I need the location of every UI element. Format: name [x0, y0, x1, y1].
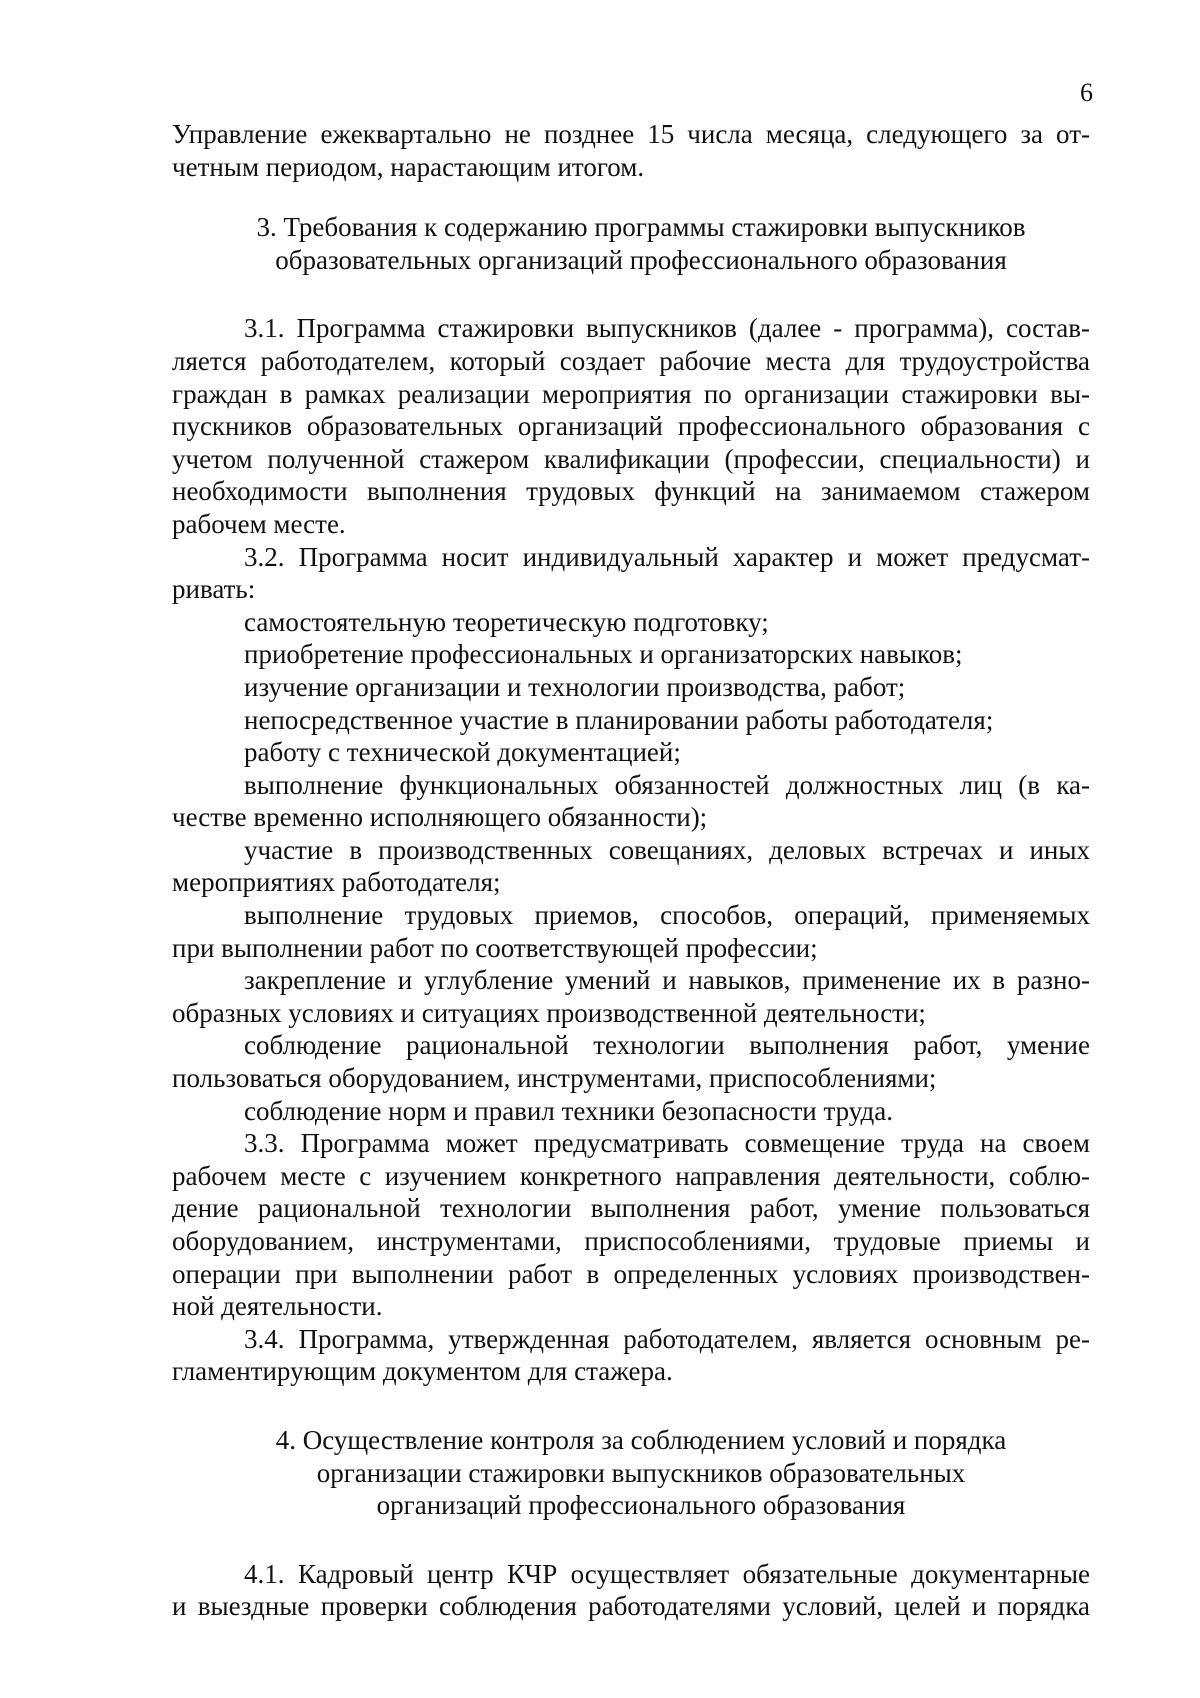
section-4-heading [172, 1424, 1090, 1522]
heading-line: организации стажировки выпускников образовательных [316, 1457, 966, 1488]
text-line: 4.1. Кадровый центр КЧР осуществляет обязательные документарные [244, 1558, 1090, 1589]
text-line: 3.1. Программа стажировки выпускников (далее - программа), состав- [244, 313, 1090, 344]
text-line: рабочем месте с изучением конкретного направления деятельности, соблю- [172, 1160, 1090, 1191]
text-line: четным периодом, нарастающим итогом. [172, 151, 645, 182]
text-line: операции при выполнении работ в определенных условиях производствен- [172, 1258, 1090, 1289]
paragraph-3-3 [172, 1127, 1090, 1323]
list-item-continuation: при выполнении работ по соответствующей профессии; [172, 932, 818, 963]
text-line: ляется работодателем, который создает рабочие места для трудоустройства [172, 345, 1090, 376]
paragraph-3-4 [172, 1323, 1090, 1388]
text-line: граждан в рамках реализации мероприятия по организации стажировки вы- [172, 378, 1090, 409]
list-item: приобретение профессиональных и организаторских навыков; [244, 639, 963, 670]
text-line: ной деятельности. [172, 1291, 383, 1322]
list-item: непосредственное участие в планировании работы работодателя; [244, 704, 994, 735]
text-line: 3.2. Программа носит индивидуальный характер и может предусмат- [244, 541, 1090, 572]
heading-line: 3. Требования к содержанию программы стажировки выпускников [256, 212, 1026, 243]
list-item: участие в производственных совещаниях, деловых встречах и иных [244, 834, 1090, 865]
list-item: выполнение трудовых приемов, способов, операций, применяемых [244, 900, 1090, 931]
text-line: оборудованием, инструментами, приспособлениями, трудовые приемы и [172, 1226, 1090, 1256]
paragraph-3-1 [172, 312, 1090, 540]
text-line: Управление ежеквартально не позднее 15 числа месяца, следующего за от- [172, 119, 1090, 149]
text-line: необходимости выполнения трудовых функций на занимаемом стажером [172, 476, 1090, 507]
heading-line: организаций профессионального образования [376, 1490, 906, 1521]
paragraph-4-1 [172, 1558, 1090, 1623]
list-item: соблюдение рациональной технологии выполнения работ, умение [244, 1030, 1090, 1061]
list-item-continuation: честве временно исполняющего обязанности); [172, 802, 708, 833]
section-3-heading [172, 211, 1090, 276]
requirements-list [172, 606, 1090, 1128]
text-line: 3.4. Программа, утвержденная работодателем, является основным ре- [244, 1323, 1090, 1354]
list-item: закрепление и углубление умений и навыков, применение их в разно- [244, 965, 1090, 996]
list-item-continuation: мероприятиях работодателя; [172, 867, 501, 898]
list-item: соблюдение норм и правил техники безопасности труда. [244, 1095, 894, 1126]
list-item: изучение организации и технологии производства, работ; [244, 671, 906, 702]
list-item: выполнение функциональных обязанностей должностных лиц (в ка- [244, 769, 1090, 800]
text-line: 3.3. Программа может предусматривать совмещение труда на своем [244, 1128, 1090, 1159]
text-line: гламентирующим документом для стажера. [172, 1356, 673, 1387]
text-line: рабочем месте. [172, 508, 346, 539]
text-line: учетом полученной стажером квалификации (профессии, специальности) и [172, 443, 1090, 474]
text-line: пускников образовательных организаций профессионального образования с [172, 411, 1090, 442]
list-item: самостоятельную теоретическую подготовку; [244, 606, 769, 637]
text-line: ривать: [172, 574, 256, 605]
document-body [172, 118, 1090, 1623]
text-line: и выездные проверки соблюдения работодателями условий, целей и порядка [172, 1591, 1090, 1622]
intro-paragraph [172, 118, 1090, 183]
list-item: работу с технической документацией; [244, 737, 681, 768]
list-item-continuation: пользоваться оборудованием, инструментами, приспособлениями; [172, 1063, 937, 1094]
page-number: 6 [1080, 78, 1093, 107]
text-line: дение рациональной технологии выполнения работ, умение пользоваться [172, 1193, 1090, 1224]
paragraph-3-2 [172, 541, 1090, 606]
list-item-continuation: образных условиях и ситуациях производственной деятельности; [172, 997, 926, 1028]
heading-line: 4. Осуществление контроля за соблюдением условий и порядка [275, 1424, 1007, 1455]
heading-line: образовательных организаций профессионального образования [275, 244, 1007, 275]
